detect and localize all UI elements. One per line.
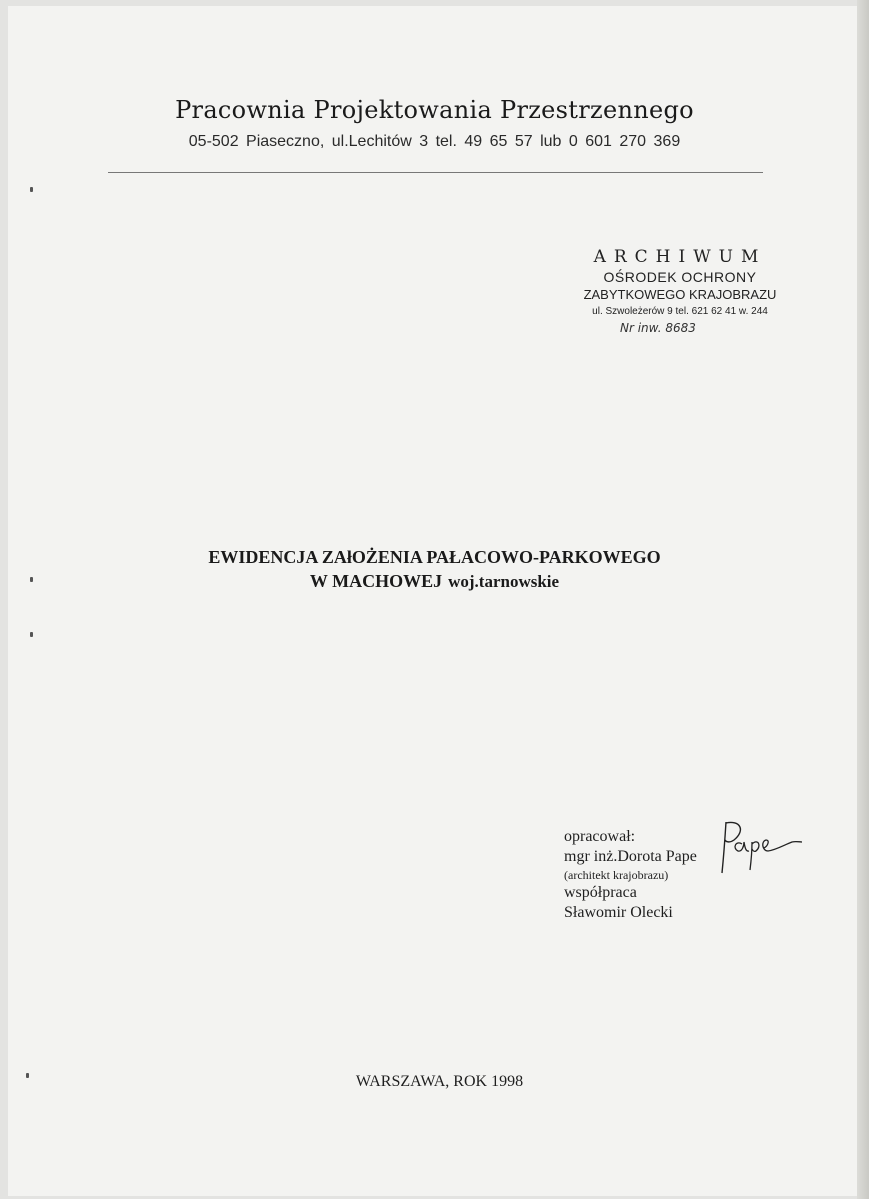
- place-and-year: WARSZAWA, ROK 1998: [355, 1073, 524, 1090]
- title-region: woj.tarnowskie: [448, 572, 560, 591]
- stamp-archive-label: ARCHIWUM: [593, 247, 767, 267]
- stamp-institution-line1: OŚRODEK OCHRONY: [603, 269, 757, 285]
- office-name-heading: Pracownia Projektowania Przestrzennego: [175, 96, 694, 124]
- cooperation-label: współpraca: [564, 884, 637, 901]
- document-page: [8, 6, 860, 1196]
- handwritten-signature: [712, 818, 807, 878]
- header-divider: [108, 172, 763, 173]
- office-address: 05-502 Piaseczno, ul.Lechitów 3 tel. 49 65 57 lub 0 601 270 369: [188, 133, 681, 150]
- binding-hole-mark: [30, 632, 33, 637]
- archive-stamp: [560, 247, 800, 335]
- stamp-inventory-number: Nr inw. 8683: [620, 321, 696, 335]
- document-title: [0, 545, 869, 594]
- title-location: W MACHOWEJ: [309, 571, 443, 591]
- page-edge-shadow: [857, 0, 869, 1199]
- title-line-2: [310, 569, 559, 594]
- prepared-by-label: opracował:: [564, 828, 636, 845]
- author-role: (architekt krajobrazu): [564, 868, 669, 882]
- stamp-institution-line2: ZABYTKOWEGO KRAJOBRAZU: [583, 287, 777, 302]
- author-name: mgr inż.Dorota Pape: [564, 848, 697, 865]
- title-line-1: EWIDENCJA ZAłOŻENIA PAŁACOWO-PARKOWEGO: [208, 547, 661, 567]
- cooperator-name: Sławomir Olecki: [564, 904, 673, 921]
- binding-hole-mark: [30, 187, 33, 192]
- stamp-address: ul. Szwoleżerów 9 tel. 621 62 41 w. 244: [592, 306, 768, 317]
